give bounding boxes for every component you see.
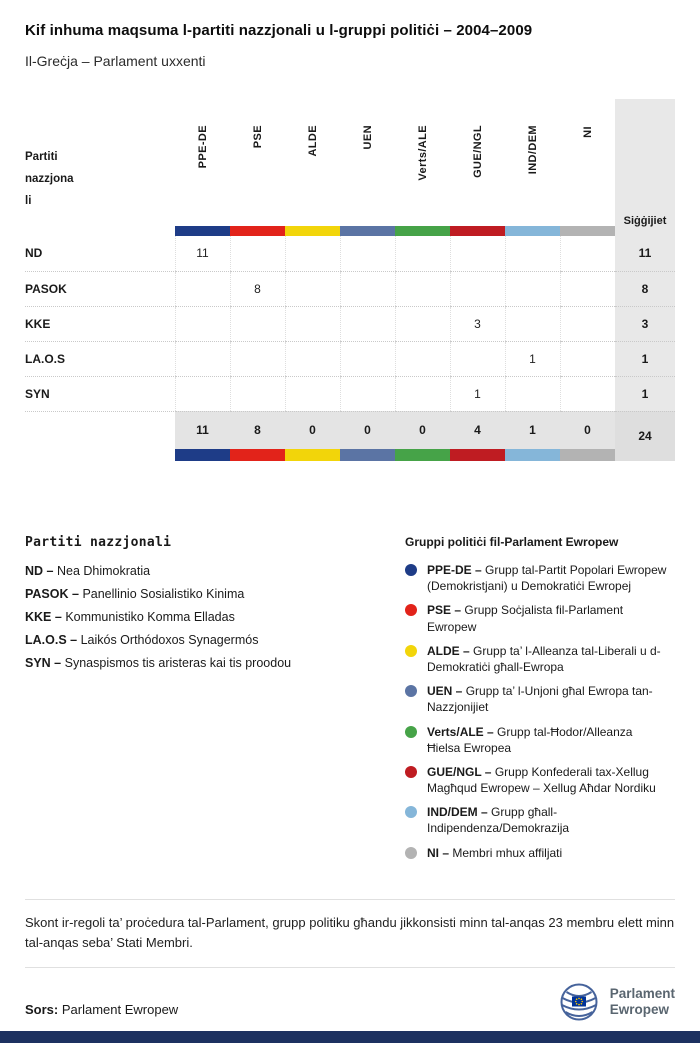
parlament-ewropew-logo xyxy=(557,981,675,1023)
group-color-bar xyxy=(450,226,505,236)
group-color-bar xyxy=(395,449,450,461)
column-header-gue-ngl: GUE/NGL xyxy=(471,125,484,178)
seat-cell xyxy=(340,306,395,341)
seat-cell xyxy=(395,271,450,306)
group-color-bar xyxy=(395,226,450,236)
group-color-dot xyxy=(405,726,417,738)
group-color-bar xyxy=(340,226,395,236)
legend-item: GUE/NGL – Grupp Konfederali tax-Xellug Magħqud Ewropew – Xellug Aħdar Nordiku xyxy=(405,764,675,796)
legend-item: PPE-DE – Grupp tal-Partit Popolari Ewropew (Demokristjani) u Demokratiċi Ewropej xyxy=(405,562,675,594)
legend-item: IND/DEM – Grupp għall-Indipendenza/Demokrazija xyxy=(405,804,675,836)
seat-cell xyxy=(230,236,285,271)
seat-cell xyxy=(175,271,230,306)
seat-cell xyxy=(175,376,230,411)
group-color-bar xyxy=(285,226,340,236)
eu-flag-icon xyxy=(572,997,586,1007)
political-groups-legend xyxy=(405,535,675,869)
group-color-dot xyxy=(405,645,417,657)
seat-cell: 1 xyxy=(505,341,560,376)
seat-cell xyxy=(450,271,505,306)
seat-cell xyxy=(340,236,395,271)
seat-cell xyxy=(285,271,340,306)
column-header-seats: Siġġijiet xyxy=(615,99,675,236)
group-color-bar-row xyxy=(25,226,675,236)
seat-cell xyxy=(560,236,615,271)
group-color-bar xyxy=(285,449,340,461)
seat-cell xyxy=(175,306,230,341)
seat-cell xyxy=(505,236,560,271)
column-total: 4 xyxy=(450,411,505,449)
column-total: 0 xyxy=(560,411,615,449)
seats-table xyxy=(25,99,675,461)
page-title: Kif inhuma maqsuma l-partiti nazzjonali u l-gruppi politiċi – 2004–2009 xyxy=(25,22,533,39)
group-color-bar-row-bottom xyxy=(25,449,675,461)
group-color-bar xyxy=(505,449,560,461)
column-total: 8 xyxy=(230,411,285,449)
party-name: SYN xyxy=(25,376,175,411)
table-row xyxy=(25,236,675,271)
group-color-dot xyxy=(405,806,417,818)
seat-cell xyxy=(395,306,450,341)
legend-item: ALDE – Grupp ta’ l-Alleanza tal-Liberali u d-Demokratiċi għall-Ewropa xyxy=(405,643,675,675)
page-subtitle: Il-Greċja – Parlament uxxenti xyxy=(25,53,206,69)
group-color-bar xyxy=(340,449,395,461)
column-total: 0 xyxy=(395,411,450,449)
seat-cell xyxy=(340,271,395,306)
group-color-bar xyxy=(560,449,615,461)
group-color-bar xyxy=(175,449,230,461)
table-row xyxy=(25,271,675,306)
party-name: KKE xyxy=(25,306,175,341)
group-color-dot xyxy=(405,564,417,576)
divider xyxy=(25,967,675,968)
legend-item: PASOK – Panellinio Sosialistiko Kinima xyxy=(25,587,245,601)
source-label: Sors: xyxy=(25,1002,59,1017)
party-name: LA.O.S xyxy=(25,341,175,376)
group-color-bar xyxy=(175,226,230,236)
row-seat-total: 11 xyxy=(615,236,675,271)
logo-text: Parlament Ewropew xyxy=(609,985,675,1017)
totals-row xyxy=(25,411,675,449)
seat-cell xyxy=(505,376,560,411)
group-color-dot xyxy=(405,604,417,616)
legend-item: Verts/ALE – Grupp tal-Ħodor/Alleanza Ħielsa Ewropea xyxy=(405,724,675,756)
procedure-note: Skont ir-regoli ta’ proċedura tal-Parlament, grupp politiku għandu jikkonsisti minn tal-anqas 23 membru elett minn tal-anqas seba’ Stati Membri. xyxy=(25,914,675,950)
table-row xyxy=(25,376,675,411)
national-parties-legend xyxy=(25,535,405,869)
hemicycle-icon xyxy=(557,981,601,1023)
procedure-note-block xyxy=(25,899,675,968)
legend-item: ND – Nea Dhimokratia xyxy=(25,564,151,578)
bottom-accent-bar xyxy=(0,1031,700,1043)
row-group-header: Partiti nazzjona li xyxy=(25,151,74,207)
groups-legend-title: Gruppi politiċi fil-Parlament Ewropew xyxy=(405,535,619,549)
seat-cell xyxy=(450,236,505,271)
column-total: 0 xyxy=(340,411,395,449)
seat-cell xyxy=(505,271,560,306)
legend-item: KKE – Kommunistiko Komma Elladas xyxy=(25,610,235,624)
seat-cell: 1 xyxy=(450,376,505,411)
seat-cell: 8 xyxy=(230,271,285,306)
seat-cell xyxy=(395,376,450,411)
group-color-dot xyxy=(405,847,417,859)
table-row xyxy=(25,341,675,376)
seat-cell xyxy=(175,341,230,376)
party-name: ND xyxy=(25,236,175,271)
seat-cell xyxy=(285,306,340,341)
seat-cell xyxy=(340,341,395,376)
seat-cell xyxy=(560,341,615,376)
group-color-bar xyxy=(450,449,505,461)
seat-cell xyxy=(395,236,450,271)
column-header-ni: NI xyxy=(581,126,594,138)
row-seat-total: 3 xyxy=(615,306,675,341)
column-total: 1 xyxy=(505,411,560,449)
table-header-row xyxy=(25,99,675,226)
row-seat-total: 8 xyxy=(615,271,675,306)
source-value: Parlament Ewropew xyxy=(61,1002,179,1017)
legend-item: UEN – Grupp ta’ l-Unjoni għal Ewropa tan-Nazzjonijiet xyxy=(405,683,675,715)
seat-cell xyxy=(230,306,285,341)
seat-cell: 3 xyxy=(450,306,505,341)
source-text xyxy=(25,1002,178,1017)
seat-cell xyxy=(560,306,615,341)
seat-cell xyxy=(395,341,450,376)
seat-cell xyxy=(450,341,505,376)
party-name: PASOK xyxy=(25,271,175,306)
infographic-page xyxy=(0,22,700,968)
column-header-pse: PSE xyxy=(251,125,264,149)
seat-cell xyxy=(505,306,560,341)
row-seat-total: 1 xyxy=(615,341,675,376)
row-seat-total: 1 xyxy=(615,376,675,411)
column-header-uen: UEN xyxy=(361,125,374,150)
seat-cell xyxy=(560,376,615,411)
column-header-alde: ALDE xyxy=(306,125,319,157)
grand-total: 24 xyxy=(615,411,675,461)
legend-item: PSE – Grupp Soċjalista fil-Parlament Ewropew xyxy=(405,602,675,634)
column-header-ind-dem: IND/DEM xyxy=(526,125,539,175)
seat-cell xyxy=(285,236,340,271)
seat-cell xyxy=(285,376,340,411)
legend-item: NI – Membri mhux affiljati xyxy=(405,845,675,861)
legend-item: SYN – Synaspismos tis aristeras kai tis proodou xyxy=(25,656,292,670)
legend-item: LA.O.S – Laikós Orthódoxos Synagermós xyxy=(25,633,259,647)
seat-cell xyxy=(230,341,285,376)
seat-cell xyxy=(285,341,340,376)
seat-cell xyxy=(340,376,395,411)
column-total: 11 xyxy=(175,411,230,449)
legend-section xyxy=(25,535,675,869)
column-total: 0 xyxy=(285,411,340,449)
source-row xyxy=(25,981,675,1023)
seat-cell: 11 xyxy=(175,236,230,271)
column-header-verts-ale: Verts/ALE xyxy=(416,125,429,181)
group-color-bar xyxy=(230,449,285,461)
group-color-dot xyxy=(405,766,417,778)
group-color-bar xyxy=(505,226,560,236)
group-color-bar xyxy=(560,226,615,236)
table-row xyxy=(25,306,675,341)
group-color-dot xyxy=(405,685,417,697)
seat-cell xyxy=(230,376,285,411)
column-header-ppe-de: PPE-DE xyxy=(196,125,209,169)
group-color-bar xyxy=(230,226,285,236)
seat-cell xyxy=(560,271,615,306)
parties-legend-title: Partiti nazzjonali xyxy=(25,535,172,550)
